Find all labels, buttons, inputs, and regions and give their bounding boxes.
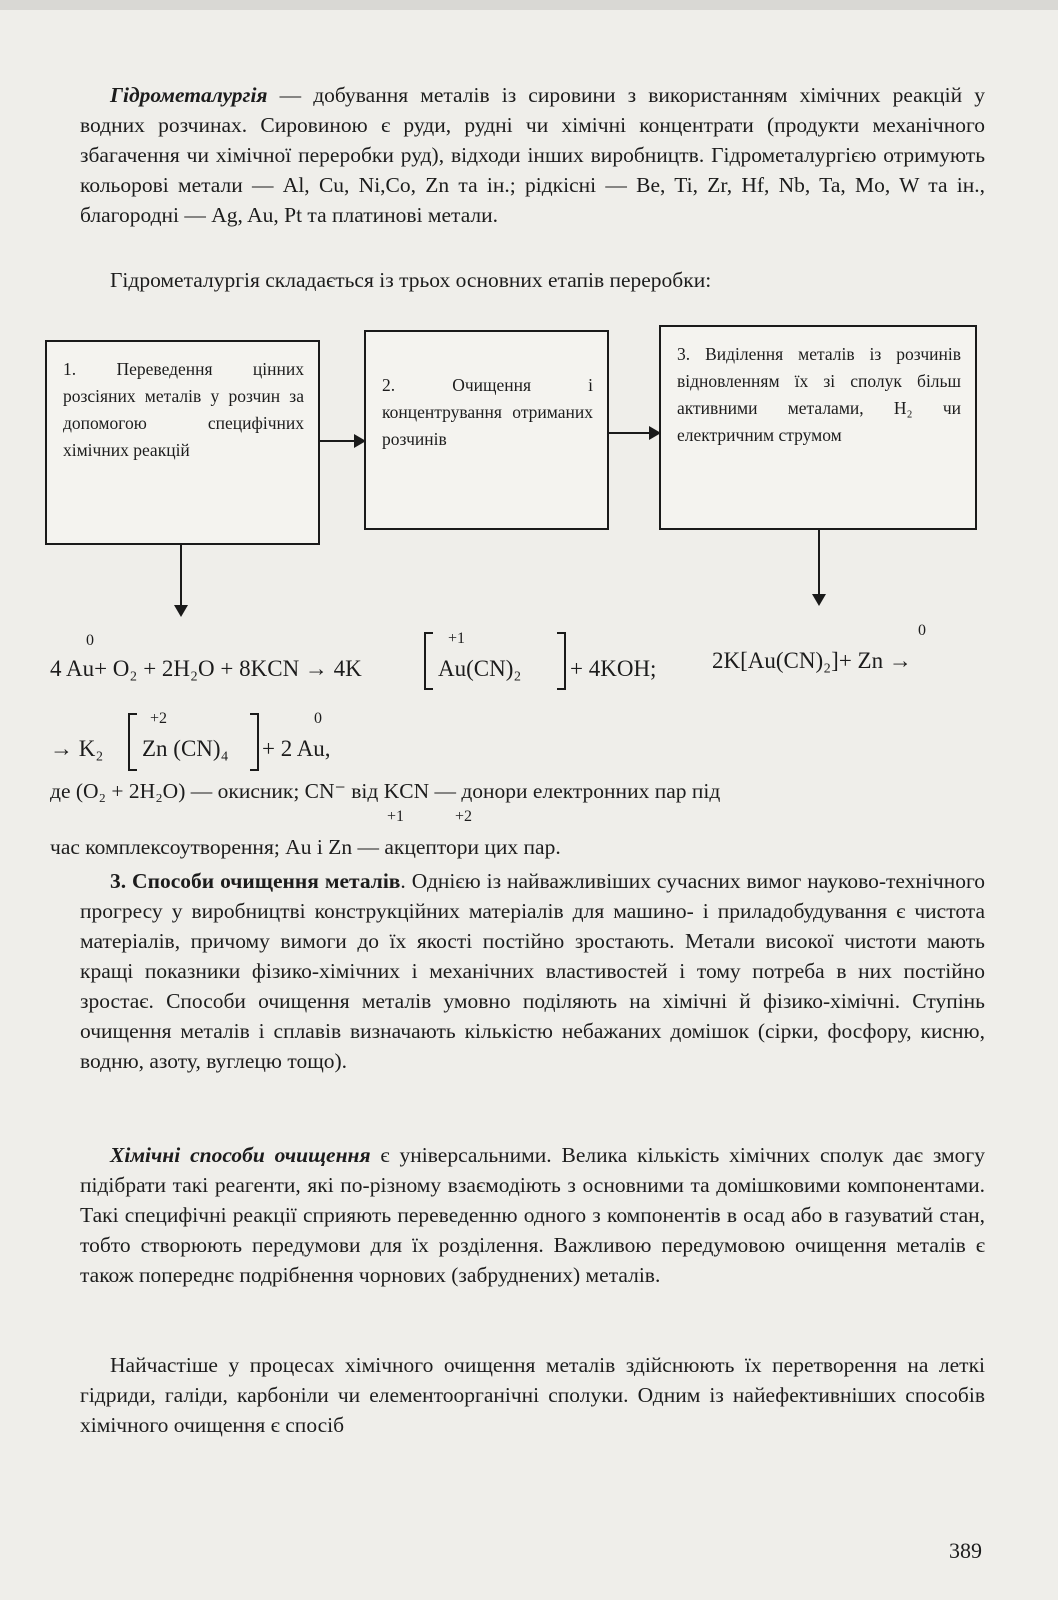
equation-part-1: 4 Au+ O₂ + 2H₂O + 8KCN → 4K (50, 656, 362, 681)
ox-state-au-plus1: +1 (448, 630, 466, 647)
bracket-left-2 (128, 713, 137, 771)
ox-zn-plus2: +2 (455, 808, 473, 825)
definition-text: — добування металів із сировини з використанням хімічних реакцій у водних розчинах. Сировиною є руди, рудні чи хімічні концентрати (продукти механічного збагачення чи хімічної переробки руд), відходи інших виробництв. Гідрометалургією отримують кольорові метали — Al, Cu, Ni,Co, Zn та ін.; рідкісні — Be, Ti, Zr, Hf, Nb, Ta, Mo, W та ін., благородні — Ag, Au, Pt та платинові метали. (80, 83, 985, 227)
arrow-right-2 (609, 432, 659, 434)
zn-symbol: Zn (328, 835, 353, 859)
bracket-right-1 (557, 632, 566, 690)
explanation-text-b: — акцептори цих пар. (357, 835, 561, 859)
arrow-down-3 (818, 530, 820, 604)
ox-state-zn-0: 0 (918, 622, 926, 639)
arrow-right-1 (320, 440, 364, 442)
stage-box-1: 1. Переведення цінних розсіяних металів у розчин за допомогою специфічних хімічних реакцій (45, 340, 320, 545)
ox-au-plus1: +1 (387, 808, 405, 825)
explanation-line-1: де (O₂ + 2H₂O) — окисник; CN⁻ від KCN — донори електронних пар під (50, 779, 721, 803)
paragraph-chemical-methods (80, 1140, 985, 1290)
complex-au-cn2: Au(CN)₂ (438, 656, 522, 681)
equation-line2-part-2: + 2 Au, (262, 736, 331, 761)
bracket-right-2 (250, 713, 259, 771)
paragraph-stages-intro: Гідрометалургія складається із трьох основних етапів переробки: (110, 268, 712, 292)
equation-line2-part-1: → K₂ (50, 736, 104, 761)
complex-zn-cn4: Zn (CN)₄ (142, 736, 229, 761)
au-symbol: Au (285, 835, 312, 859)
explanation-text-a: час комплексоутворення; (50, 835, 280, 859)
paragraph-purification-methods (80, 866, 985, 1076)
section-text: . Однією із найважливіших сучасних вимог науково-технічного прогресу у виробництві конструкційних матеріалів для машино- і приладобудування є чистота матеріалів, причому вимоги до їх якості постійно зростають. Метали високої чистоти мають кращі показники фізико-хімічних і механічних властивостей і тому потреба в них постійно зростає. Способи очищення металів умовно поділяють на хімічні й фізико-хімічні. Ступінь очищення металів і сплавів визначають кількістю небажаних домішок (сірки, фосфору, кисню, водню, азоту, вуглецю тощо). (80, 869, 986, 1073)
section-heading: 3. Способи очищення металів (110, 869, 401, 893)
arrow-down-1 (180, 545, 182, 615)
ox-state-au-0-product: 0 (314, 710, 322, 727)
page-number: 389 (949, 1538, 982, 1563)
stage-box-3: 3. Виділення металів із розчинів відновленням їх зі сполук більш активними металами, H₂ чи електричним струмом (659, 325, 977, 530)
stage-box-2: 2. Очищення і концентрування отриманих розчинів (364, 330, 609, 530)
paragraph-hydrometallurgy (80, 80, 985, 230)
conjunction: і (316, 835, 323, 859)
ox-state-zn-plus2: +2 (150, 710, 168, 727)
term-chemical-methods: Хімічні способи очищення (110, 1143, 371, 1167)
term-hydrometallurgy: Гідрометалургія (110, 83, 268, 107)
bracket-left-1 (424, 632, 433, 690)
paragraph-volatile-compounds: Найчастіше у процесах хімічного очищення металів здійснюють їх перетворення на леткі гідриди, галіди, карбоніли чи елементоорганічні сполуки. Одним із найефективніших способів хімічного очищення є спосіб (80, 1353, 985, 1437)
ox-state-au-0: 0 (86, 632, 94, 649)
equation-part-2: + 4KOH; (570, 656, 657, 681)
explanation-line-2 (50, 832, 985, 862)
chemical-methods-text: є універсальними. Велика кількість хімічних сполук дає змогу підібрати такі реагенти, які по-різному взаємодіють з основними та домішковими компонентами. Такі специфічні реакції сприяють переведенню одного з компонентів в осад або в газуватий стан, тобто створюють передумови для їх розділення. Важливою передумовою очищення металів є також попереднє подрібнення чорнових (забруднених) металів. (80, 1143, 985, 1287)
equation-part-3: 2K[Au(CN)₂]+ Zn → (712, 648, 912, 673)
